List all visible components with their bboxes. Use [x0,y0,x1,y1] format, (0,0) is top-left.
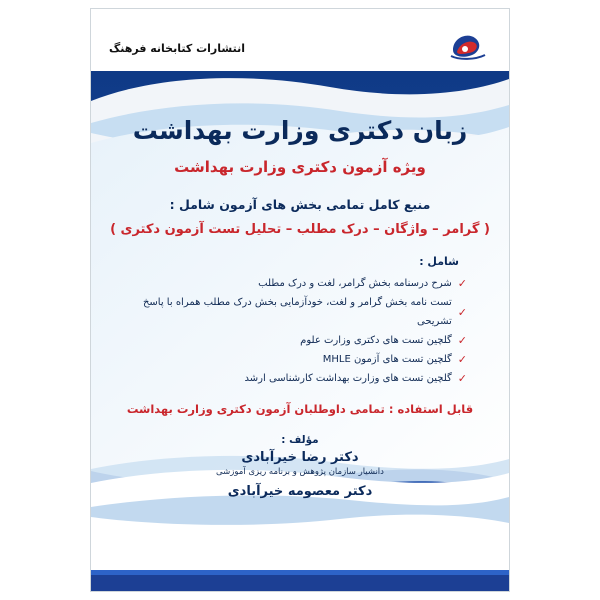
list-item [107,331,467,350]
cover-page [90,8,510,592]
publisher-name: انتشارات کتابخانه فرهنگ [109,41,245,55]
page-subtitle: ویژه آزمون دکتری وزارت بهداشت [174,158,426,177]
usage-line: قابل استفاده : تمامی داوطلبان آزمون دکتری وزارت بهداشت [126,402,474,417]
author-label: مؤلف : [281,434,319,447]
check-mark-icon: ✓ [457,277,467,291]
check-mark-icon: ✓ [457,334,467,348]
check-mark-icon: ✓ [457,305,467,319]
list-item-label: گلچین تست های وزارت بهداشت کارشناسی ارشد [244,373,452,385]
page-title: زبان دکتری وزارت بهداشت [132,116,468,145]
page-description: منبع کامل تمامی بخش های آزمون شامل : [169,196,431,212]
list-item [107,350,467,369]
list-item [107,274,467,293]
publisher-row [91,27,509,69]
author-affiliation: دانشیار سازمان پژوهش و برنامه ریزی آموزشی [216,467,384,478]
check-mark-icon: ✓ [457,353,467,367]
list-item [107,369,467,388]
list-item-label: گلچین تست های دکتری وزارت علوم [300,335,452,347]
list-item-label: تست نامه بخش گرامر و لغت، خودآزمایی بخش درک مطلب همراه با پاسخ تشریحی [142,297,452,328]
check-mark-icon: ✓ [457,372,467,386]
author-name-primary: دکتر رضا خیرآبادی [241,450,359,466]
author-name-secondary: دکتر معصومه خیرآبادی [227,484,373,500]
bottom-bar [91,575,509,591]
cover-content [91,71,509,541]
page-parts-line: ( گرامر – واژگان – درک مطلب – تحلیل تست آزمون دکتری ) [110,222,490,238]
list-item [107,293,467,331]
list-item-label: گلچین تست های آزمون MHLE [322,354,452,366]
includes-label: شامل : [419,255,459,269]
feature-list [107,274,493,388]
book-publisher-logo-icon [445,30,491,66]
list-item-label: شرح درسنامه بخش گرامر، لغت و درک مطلب [258,278,452,290]
